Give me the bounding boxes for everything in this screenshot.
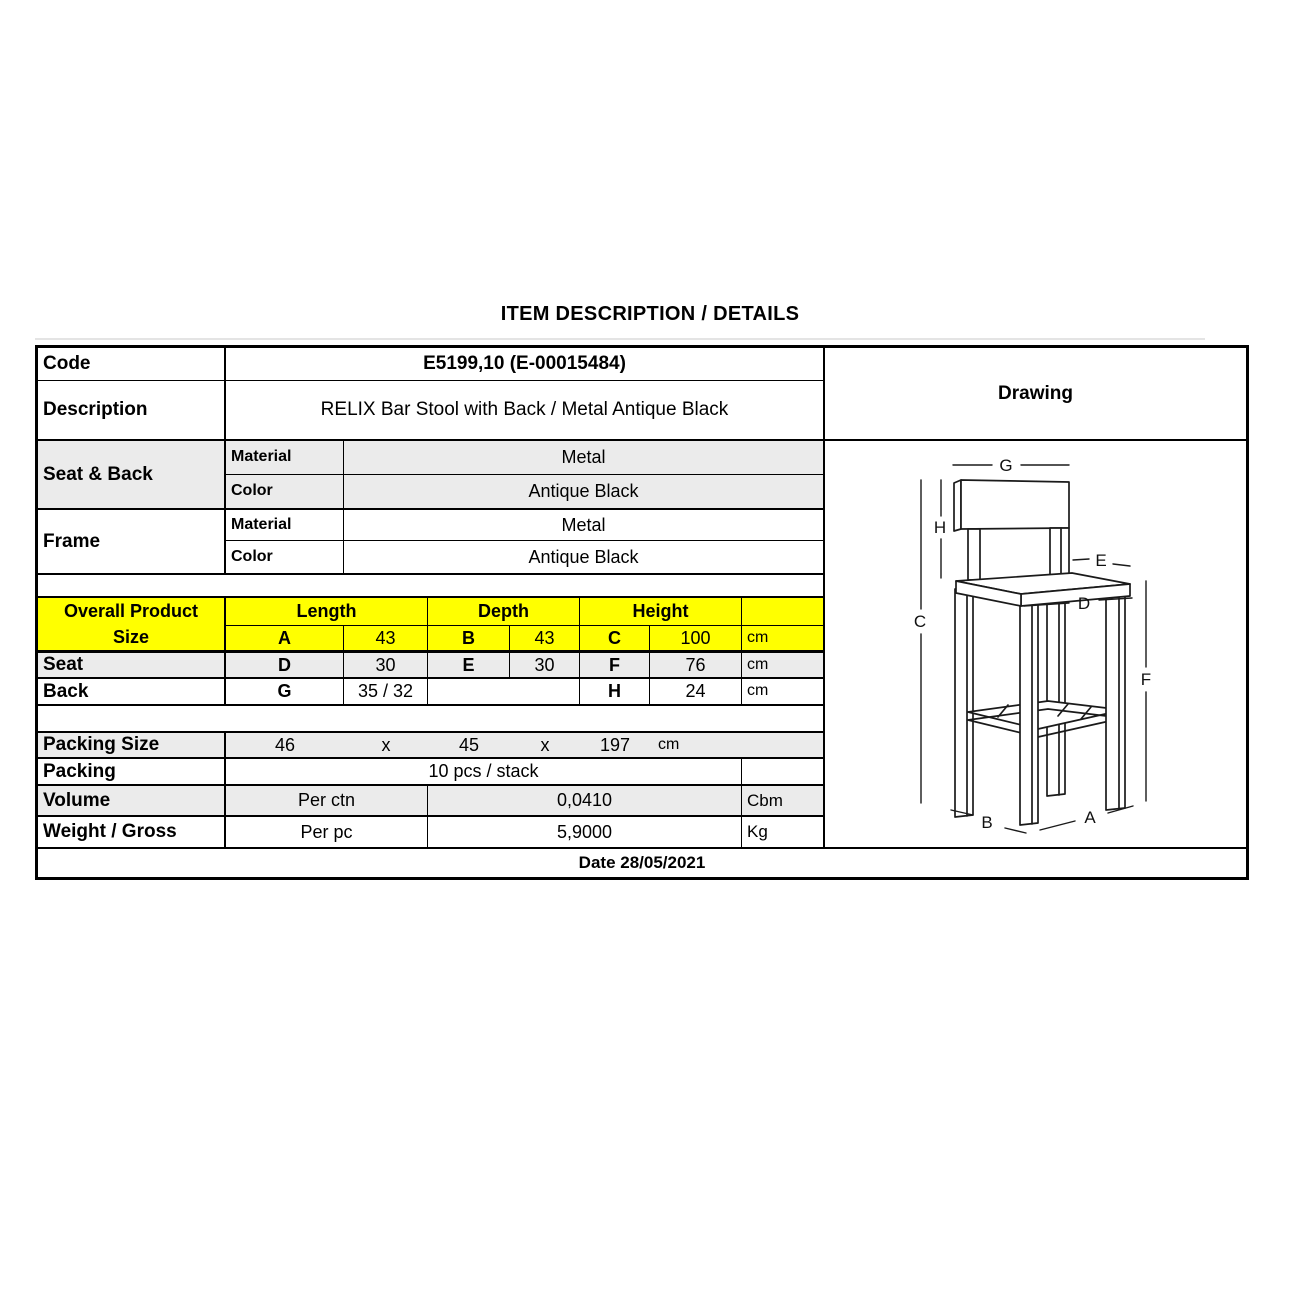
- seat-unit: cm: [742, 653, 825, 679]
- seat-row-label: Seat: [38, 653, 226, 679]
- seat-e-value: 30: [510, 653, 580, 679]
- dim-label-a: A: [1084, 808, 1096, 827]
- volume-per: Per ctn: [226, 786, 428, 817]
- overall-unit: cm: [742, 626, 825, 653]
- spec-table: [35, 345, 1249, 880]
- overall-size-line1: Overall Product: [63, 601, 199, 621]
- frame-color-label: Color: [226, 541, 344, 575]
- packing-size-value: [226, 733, 825, 759]
- volume-unit: Cbm: [742, 786, 825, 817]
- seat-e-key: E: [428, 653, 510, 679]
- title-divider: [35, 338, 1205, 340]
- dim-label-h: H: [933, 518, 947, 537]
- packing-size-unit: cm: [658, 735, 680, 753]
- dim-label-f: F: [1140, 670, 1152, 689]
- depth-header: Depth: [428, 598, 580, 626]
- dim-label-g: G: [999, 456, 1013, 475]
- back-h-key: H: [580, 679, 650, 706]
- seat-back-material-label: Material: [226, 441, 344, 475]
- seat-back-label: Seat & Back: [38, 441, 226, 510]
- dim-label-b: B: [981, 813, 993, 832]
- packing-size-x2: x: [540, 734, 550, 755]
- height-header: Height: [580, 598, 742, 626]
- packing-unit-blank: [742, 759, 825, 786]
- seat-back-material-value: Metal: [344, 441, 825, 475]
- code-value: E5199,10 (E-00015484): [226, 348, 825, 381]
- code-label: Code: [38, 348, 226, 381]
- page-title: ITEM DESCRIPTION / DETAILS: [500, 303, 800, 325]
- spacer-row: [38, 706, 825, 733]
- seat-d-value: 30: [344, 653, 428, 679]
- weight-label: Weight / Gross: [38, 817, 226, 849]
- backrest-panel: [961, 480, 1069, 529]
- overall-b-key: B: [428, 626, 510, 653]
- packing-size-v1: 46: [274, 734, 296, 755]
- weight-value: 5,9000: [428, 817, 742, 849]
- overall-a-value: 43: [344, 626, 428, 653]
- frame-color-value: Antique Black: [344, 541, 825, 575]
- overall-size-line2: Size: [112, 627, 150, 647]
- back-row-label: Back: [38, 679, 226, 706]
- technical-drawing: [825, 441, 1246, 849]
- weight-unit: Kg: [742, 817, 825, 849]
- frame-label: Frame: [38, 510, 226, 575]
- length-header: Length: [226, 598, 428, 626]
- packing-size-x1: x: [381, 734, 391, 755]
- date-row: Date 28/05/2021: [578, 853, 706, 873]
- frame-material-value: Metal: [344, 510, 825, 541]
- volume-value: 0,0410: [428, 786, 742, 817]
- overall-size-label: [38, 598, 226, 653]
- overall-a-key: A: [226, 626, 344, 653]
- back-h-value: 24: [650, 679, 742, 706]
- back-g-value: 35 / 32: [344, 679, 428, 706]
- backrest-side: [954, 480, 961, 531]
- spacer-row: [38, 575, 825, 598]
- overall-b-value: 43: [510, 626, 580, 653]
- packing-value: 10 pcs / stack: [226, 759, 742, 786]
- back-g-key: G: [226, 679, 344, 706]
- description-label: Description: [38, 381, 226, 441]
- seat-back-color-value: Antique Black: [344, 475, 825, 510]
- dim-label-d: D: [1077, 594, 1091, 613]
- seat-f-key: F: [580, 653, 650, 679]
- seat-back-color-label: Color: [226, 475, 344, 510]
- weight-per: Per pc: [226, 817, 428, 849]
- frame-material-label: Material: [226, 510, 344, 541]
- drawing-header: Drawing: [825, 348, 1246, 441]
- overall-c-key: C: [580, 626, 650, 653]
- back-unit: cm: [742, 679, 825, 706]
- seat-f-value: 76: [650, 653, 742, 679]
- description-value: RELIX Bar Stool with Back / Metal Antique Black: [226, 381, 825, 441]
- dim-label-e: E: [1095, 551, 1107, 570]
- back-blank: [428, 679, 580, 706]
- overall-c-value: 100: [650, 626, 742, 653]
- dim-label-c: C: [913, 612, 927, 631]
- volume-label: Volume: [38, 786, 226, 817]
- bar-stool-drawing: [825, 441, 1246, 846]
- packing-size-v2: 45: [458, 734, 480, 755]
- seat-d-key: D: [226, 653, 344, 679]
- unit-header-blank: [742, 598, 825, 626]
- packing-size-label: Packing Size: [38, 733, 226, 759]
- packing-label: Packing: [38, 759, 226, 786]
- packing-size-v3: 197: [599, 734, 631, 755]
